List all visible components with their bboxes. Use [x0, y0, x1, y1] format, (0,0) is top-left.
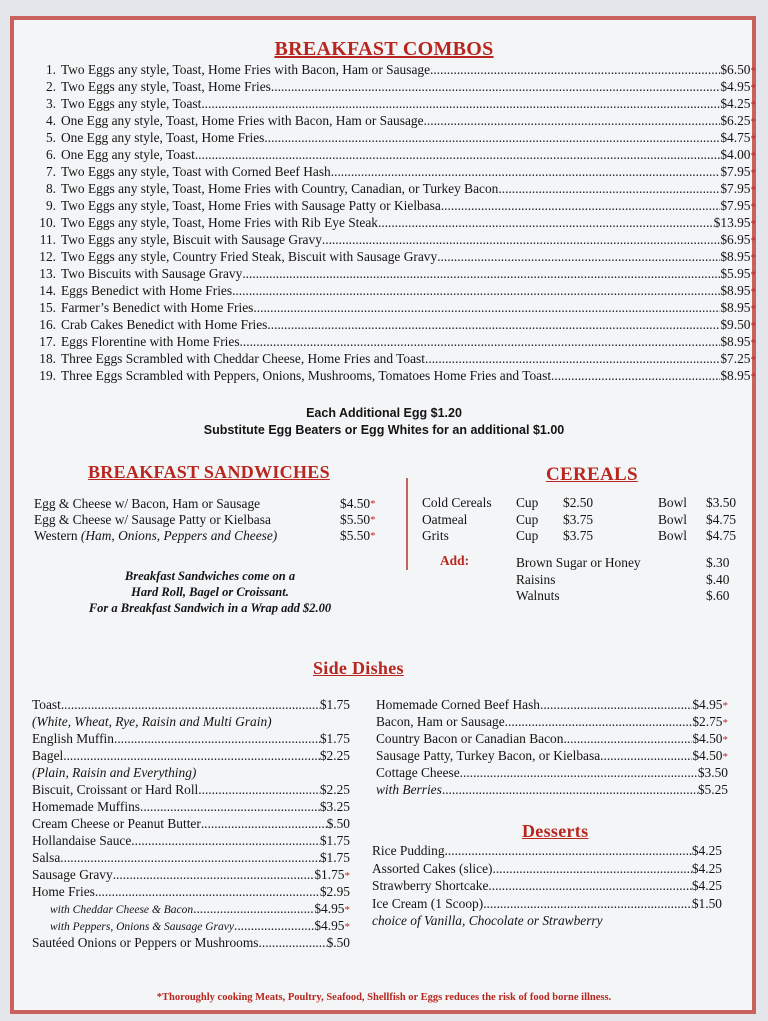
combo-price: $9.50 — [720, 317, 751, 332]
sides-title: Side Dishes — [313, 658, 404, 678]
item-price: $1.50 — [691, 895, 722, 911]
leader-dots — [460, 764, 698, 781]
sandwich-description — [34, 528, 340, 544]
combo-item — [34, 214, 756, 231]
combo-price: $8.95 — [720, 334, 751, 349]
menu-item — [32, 832, 350, 849]
column-divider — [406, 478, 408, 570]
sandwich-price — [340, 512, 392, 528]
leader-dots — [264, 129, 720, 146]
cereal-name: Cold Cereals — [422, 495, 492, 510]
menu-item — [32, 917, 350, 934]
cereal-cup: Cup — [516, 495, 539, 510]
leader-dots — [445, 842, 692, 859]
sandwich-price — [340, 496, 392, 512]
leader-dots — [114, 730, 320, 747]
item-name: Rice Pudding — [372, 843, 445, 858]
item-name: Biscuit, Croissant or Hard Roll — [32, 782, 199, 797]
combo-price: $7.95 — [720, 181, 751, 196]
cereal-bowl-price: $4.75 — [706, 528, 737, 543]
menu-item — [32, 747, 350, 764]
combo-price: $7.95 — [720, 164, 751, 179]
combo-description: Eggs Benedict with Home Fries — [61, 283, 233, 298]
combo-number: 14. — [39, 283, 56, 298]
leader-dots — [253, 299, 720, 316]
combo-number: 9. — [45, 198, 56, 213]
menu-item — [32, 798, 350, 815]
asterisk: * — [750, 235, 756, 247]
combo-item — [34, 350, 756, 367]
item-name: Country Bacon or Canadian Bacon — [376, 731, 564, 746]
asterisk: * — [722, 734, 728, 746]
menu-item — [376, 747, 728, 764]
menu-item — [32, 781, 350, 798]
sandwich-name: Egg & Cheese w/ Sausage Patty or Kielbasa — [34, 512, 271, 527]
asterisk: * — [750, 218, 756, 230]
leader-dots — [505, 713, 693, 730]
menu-item — [376, 781, 728, 798]
combo-item — [34, 316, 756, 333]
sandwich-price — [340, 528, 392, 544]
leader-dots — [140, 798, 320, 815]
combo-item — [34, 129, 756, 146]
combo-description: Three Eggs Scrambled with Cheddar Cheese, Home Fries and Toast — [61, 351, 425, 366]
item-name: Cream Cheese or Peanut Butter — [32, 816, 201, 831]
cereal-bowl-price: $3.50 — [706, 495, 737, 510]
item-name: Assorted Cakes (slice) — [372, 860, 493, 876]
combo-number: 7. — [45, 164, 56, 179]
item-name: Sausage Patty, Turkey Bacon, or Kielbasa — [376, 748, 601, 763]
combo-price: $8.95 — [720, 283, 751, 298]
combo-price: $4.75 — [720, 130, 751, 145]
item-name: Sautéed Onions or Peppers or Mushrooms — [32, 935, 259, 950]
asterisk: * — [722, 751, 728, 763]
combo-item — [34, 282, 756, 299]
addon-price: $.60 — [706, 588, 730, 603]
leader-dots — [424, 112, 721, 129]
leader-dots — [113, 866, 315, 883]
asterisk: * — [750, 201, 756, 213]
asterisk: * — [370, 498, 376, 510]
asterisk: * — [750, 337, 756, 349]
item-price: $4.50 — [692, 731, 723, 746]
combo-item — [34, 231, 756, 248]
sandwiches-list — [34, 496, 392, 544]
item-name: with Cheddar Cheese & Bacon — [50, 904, 194, 916]
cereals-title: CEREALS — [546, 464, 638, 485]
sides-left-column — [32, 696, 350, 951]
leader-dots — [331, 163, 721, 180]
leader-dots — [563, 730, 692, 747]
item-name: with Peppers, Onions & Sausage Gravy — [50, 921, 234, 933]
item-price: $2.75 — [692, 714, 723, 729]
leader-dots — [430, 61, 720, 78]
leader-dots — [488, 877, 691, 894]
asterisk: * — [344, 870, 350, 882]
menu-item — [32, 883, 350, 900]
menu-item — [376, 696, 728, 713]
menu-item — [376, 730, 728, 747]
leader-dots — [234, 917, 314, 934]
combo-item — [34, 95, 756, 112]
combo-price: $4.25 — [720, 96, 751, 111]
substitute-note: Substitute Egg Beaters or Egg Whites for an additional $1.00 — [203, 423, 565, 437]
asterisk: * — [344, 921, 350, 933]
combo-description: One Egg any style, Toast, Home Fries with Bacon, Ham or Sausage — [61, 113, 424, 128]
combo-price: $7.25 — [720, 351, 751, 366]
asterisk: * — [750, 150, 756, 162]
menu-item — [372, 860, 722, 878]
combo-description: Two Eggs any style, Toast with Corned Beef Hash — [61, 164, 331, 179]
item-name: (White, Wheat, Rye, Raisin and Multi Grain) — [32, 714, 272, 729]
leader-dots — [600, 747, 692, 764]
combo-description: One Egg any style, Toast — [61, 147, 195, 162]
combo-price: $6.50 — [720, 62, 751, 77]
item-price: $4.50 — [692, 748, 723, 763]
combo-item — [34, 61, 756, 78]
item-name: Bacon, Ham or Sausage — [376, 714, 505, 729]
asterisk: * — [750, 371, 756, 383]
combo-number: 11. — [39, 232, 56, 247]
addon-name: Brown Sugar or Honey — [516, 555, 641, 570]
item-name: Cottage Cheese — [376, 765, 460, 780]
combo-item — [34, 78, 756, 95]
cereal-cup-price: $3.75 — [563, 528, 594, 543]
item-price: $4.95 — [314, 918, 345, 933]
cereal-bowl: Bowl — [658, 511, 688, 527]
combo-description: Two Eggs any style, Toast — [61, 96, 202, 111]
combo-price: $13.95 — [713, 215, 751, 230]
combo-price: $8.95 — [720, 249, 751, 264]
item-name: (Plain, Raisin and Everything) — [32, 765, 197, 780]
combo-price: $8.95 — [720, 300, 751, 315]
item-price: $2.25 — [319, 782, 350, 797]
leader-dots — [61, 696, 320, 713]
sandwich-description — [34, 496, 340, 512]
leader-dots — [378, 214, 714, 231]
combo-number: 2. — [45, 79, 56, 94]
sandwich-price-value: $5.50 — [340, 528, 371, 543]
sandwich-description — [34, 512, 340, 528]
asterisk: * — [370, 530, 376, 542]
sandwich-name: Western — [34, 528, 78, 543]
sides-right-column — [376, 696, 728, 798]
cereal-bowl-price: $4.75 — [706, 511, 737, 527]
item-price: $4.95 — [314, 901, 345, 916]
item-price: $4.25 — [691, 860, 722, 876]
sandwich-item — [34, 528, 392, 544]
leader-dots — [232, 282, 720, 299]
item-price: $4.95 — [692, 697, 723, 712]
add-label: Add: — [440, 553, 470, 568]
menu-item — [32, 934, 350, 951]
combo-number: 19. — [39, 368, 56, 383]
combo-number: 10. — [39, 215, 56, 230]
leader-dots — [195, 146, 721, 163]
dessert-note — [372, 912, 722, 929]
dessert-note-text: choice of Vanilla, Chocolate or Strawberry — [372, 913, 603, 928]
asterisk: * — [750, 303, 756, 315]
desserts-title: Desserts — [522, 821, 589, 841]
asterisk: * — [750, 167, 756, 179]
combo-description: Crab Cakes Benedict with Home Fries — [61, 317, 268, 332]
asterisk: * — [750, 320, 756, 332]
combo-description: Farmer’s Benedict with Home Fries — [61, 300, 254, 315]
item-price: $4.25 — [691, 843, 722, 858]
combo-description: Eggs Florentine with Home Fries — [61, 334, 240, 349]
leader-dots — [442, 781, 698, 798]
combo-item — [34, 333, 756, 350]
item-name: Home Fries — [32, 884, 95, 899]
addon-price: $.40 — [706, 571, 730, 587]
combo-description: Two Eggs any style, Toast, Home Fries with Sausage Patty or Kielbasa — [61, 198, 441, 213]
combo-item — [34, 299, 756, 316]
combo-description: Two Eggs any style, Toast, Home Fries — [61, 79, 271, 94]
item-name: English Muffin — [32, 731, 114, 746]
combos-list — [34, 61, 756, 384]
item-name: Hollandaise Sauce — [32, 833, 132, 848]
leader-dots — [540, 696, 692, 713]
combo-item — [34, 163, 756, 180]
item-price: $1.75 — [319, 833, 350, 848]
combo-number: 6. — [45, 147, 56, 162]
combo-item — [34, 112, 756, 129]
leader-dots — [271, 78, 720, 95]
combo-description: Two Eggs any style, Biscuit with Sausage Gravy — [61, 232, 322, 247]
combo-description: Two Eggs any style, Toast, Home Fries with Rib Eye Steak — [61, 215, 378, 230]
combo-price: $6.25 — [720, 113, 751, 128]
menu-item — [376, 764, 728, 781]
cereal-cup: Cup — [516, 528, 539, 543]
menu-item — [32, 713, 350, 730]
item-price: $1.75 — [314, 867, 345, 882]
item-price: $3.50 — [697, 765, 728, 780]
sandwiches-title: BREAKFAST SANDWICHES — [88, 462, 330, 482]
sandwich-note: Breakfast Sandwiches come on a Hard Roll, Bagel or Croissant. For a Breakfast Sandwich in a Wrap add $2.00 — [88, 569, 332, 615]
combo-item — [34, 248, 756, 265]
leader-dots — [201, 815, 327, 832]
item-name: with Berries — [376, 782, 442, 797]
item-name: Toast — [32, 697, 61, 712]
combo-description: Two Eggs any style, Toast, Home Fries with Bacon, Ham or Sausage — [61, 62, 431, 77]
combo-price: $6.95 — [720, 232, 751, 247]
addon-price: $.30 — [706, 555, 730, 570]
item-price: $1.75 — [319, 697, 350, 712]
leader-dots — [63, 747, 320, 764]
menu-item — [376, 713, 728, 730]
item-name: Homemade Muffins — [32, 799, 140, 814]
asterisk: * — [750, 65, 756, 77]
asterisk: * — [344, 904, 350, 916]
asterisk: * — [722, 717, 728, 729]
asterisk: * — [750, 116, 756, 128]
asterisk: * — [722, 700, 728, 712]
cereal-cup-price: $2.50 — [563, 495, 594, 510]
combo-price: $8.95 — [720, 368, 751, 383]
leader-dots — [201, 95, 720, 112]
leader-dots — [498, 180, 720, 197]
leader-dots — [193, 900, 314, 917]
combo-description: One Egg any style, Toast, Home Fries — [61, 130, 265, 145]
desserts-list — [372, 842, 722, 929]
item-price: $.50 — [326, 935, 350, 950]
cereal-name: Grits — [422, 528, 449, 543]
sandwich-name: Egg & Cheese w/ Bacon, Ham or Sausage — [34, 496, 261, 511]
asterisk: * — [750, 82, 756, 94]
combo-item — [34, 146, 756, 163]
menu-item — [372, 842, 722, 860]
item-price: $3.25 — [319, 799, 350, 814]
leader-dots — [240, 333, 721, 350]
cereal-bowl: Bowl — [658, 495, 688, 510]
item-name: Salsa — [32, 850, 61, 865]
item-name: Bagel — [32, 748, 64, 763]
asterisk: * — [750, 184, 756, 196]
item-price: $2.95 — [319, 884, 350, 899]
combo-number: 5. — [45, 130, 56, 145]
item-price: $1.75 — [319, 850, 350, 865]
leader-dots — [492, 860, 691, 877]
combo-number: 12. — [39, 249, 56, 264]
menu-item — [32, 866, 350, 883]
item-price: $5.25 — [697, 782, 728, 797]
item-name: Homemade Corned Beef Hash — [376, 697, 540, 712]
combo-description: Two Eggs any style, Toast, Home Fries with Country, Canadian, or Turkey Bacon — [61, 181, 499, 196]
combo-number: 17. — [39, 334, 56, 349]
combo-number: 16. — [39, 317, 56, 332]
asterisk: * — [750, 99, 756, 111]
combo-number: 3. — [45, 96, 56, 111]
sandwich-ingredients: (Ham, Onions, Peppers and Cheese) — [80, 528, 278, 543]
menu-item — [32, 764, 350, 781]
menu-item — [372, 895, 722, 913]
leader-dots — [242, 265, 720, 282]
sandwich-price-value: $4.50 — [340, 496, 371, 511]
combo-description: Two Eggs any style, Country Fried Steak, Biscuit with Sausage Gravy — [61, 249, 438, 264]
menu-item — [32, 696, 350, 713]
cereal-bowl: Bowl — [658, 528, 688, 543]
menu-item — [372, 877, 722, 895]
asterisk: * — [750, 252, 756, 264]
cereal-cup: Cup — [516, 511, 539, 527]
leader-dots — [425, 350, 720, 367]
combo-number: 13. — [39, 266, 56, 281]
item-name: Sausage Gravy — [32, 867, 113, 882]
combo-number: 1. — [45, 62, 56, 77]
item-price: $1.75 — [319, 731, 350, 746]
combo-price: $4.00 — [720, 147, 751, 162]
menu-item — [32, 815, 350, 832]
combo-price: $4.95 — [720, 79, 751, 94]
leader-dots — [437, 248, 720, 265]
asterisk: * — [370, 514, 376, 526]
combo-item — [34, 265, 756, 282]
menu-item — [32, 730, 350, 747]
item-name: Strawberry Shortcake — [372, 878, 489, 893]
combo-price: $5.95 — [720, 266, 751, 281]
leader-dots — [483, 895, 692, 912]
leader-dots — [322, 231, 720, 248]
combo-number: 15. — [39, 300, 56, 315]
combo-description: Three Eggs Scrambled with Peppers, Onions, Mushrooms, Tomatoes Home Fries and Toast — [61, 368, 552, 383]
cereal-cup-price: $3.75 — [563, 511, 594, 527]
combo-item — [34, 367, 756, 384]
addon-name: Walnuts — [516, 588, 560, 603]
asterisk: * — [750, 354, 756, 366]
combo-number: 4. — [45, 113, 56, 128]
menu-item — [32, 900, 350, 917]
leader-dots — [131, 832, 320, 849]
combo-description: Two Biscuits with Sausage Gravy — [61, 266, 243, 281]
item-price: $2.25 — [319, 748, 350, 763]
combo-number: 8. — [45, 181, 56, 196]
leader-dots — [60, 849, 320, 866]
sandwich-item — [34, 496, 392, 512]
leader-dots — [441, 197, 721, 214]
combo-price: $7.95 — [720, 198, 751, 213]
leader-dots — [551, 367, 720, 384]
item-price: $.50 — [326, 816, 350, 831]
cereal-name: Oatmeal — [422, 511, 468, 527]
combo-item — [34, 180, 756, 197]
sandwich-price-value: $5.50 — [340, 512, 371, 527]
leader-dots — [198, 781, 320, 798]
leader-dots — [95, 883, 320, 900]
item-price: $4.25 — [691, 878, 722, 893]
combo-number: 18. — [39, 351, 56, 366]
combo-item — [34, 197, 756, 214]
egg-note: Each Additional Egg $1.20 — [306, 406, 462, 420]
food-safety-footer: *Thoroughly cooking Meats, Poultry, Seafood, Shellfish or Eggs reduces the risk of food borne illness. — [156, 992, 612, 1003]
addon-name: Raisins — [516, 571, 556, 587]
leader-dots — [267, 316, 720, 333]
menu-item — [32, 849, 350, 866]
sandwich-item — [34, 512, 392, 528]
asterisk: * — [750, 269, 756, 281]
leader-dots — [259, 934, 327, 951]
item-name: Ice Cream (1 Scoop) — [372, 895, 484, 911]
combos-title: BREAKFAST COMBOS — [274, 38, 494, 60]
asterisk: * — [750, 286, 756, 298]
asterisk: * — [750, 133, 756, 145]
